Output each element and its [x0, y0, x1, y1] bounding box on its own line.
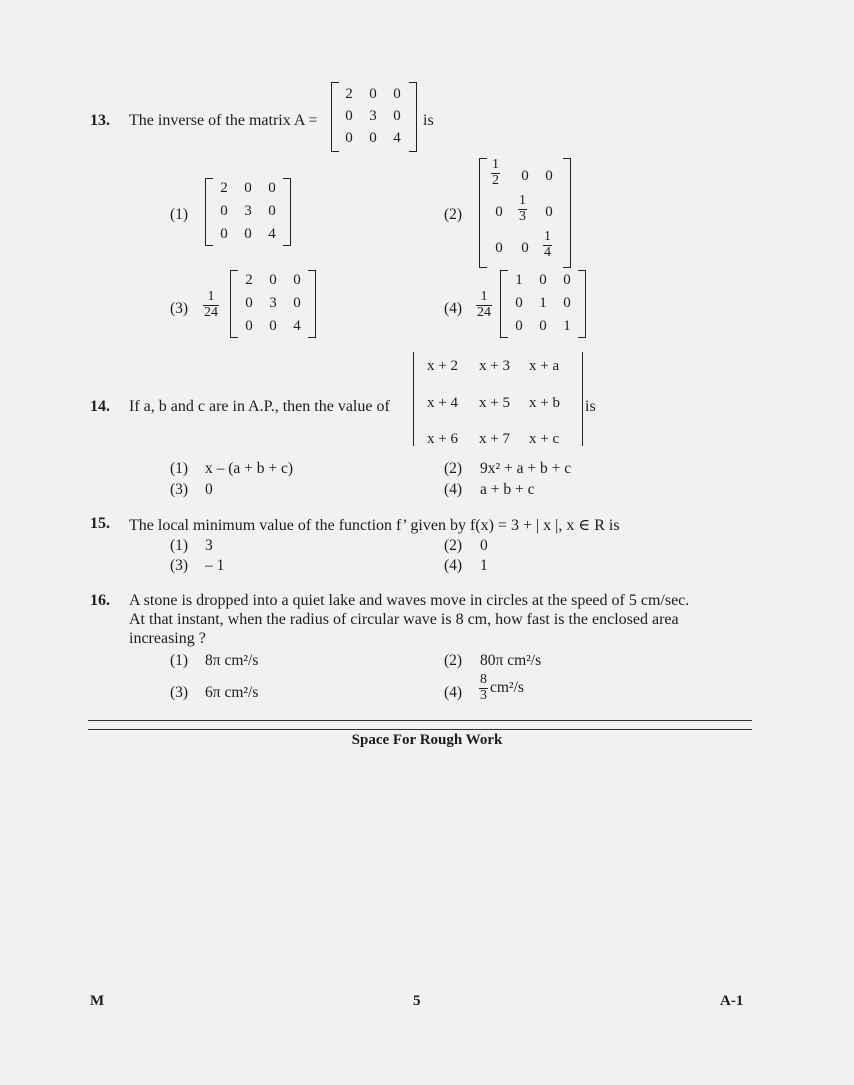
q16-number: 16.	[90, 592, 110, 609]
q13-option3-matrix: 2 0 0 0 3 0 0 0 4	[230, 270, 316, 338]
q14-text: If a, b and c are in A.P., then the value of	[129, 398, 390, 415]
q14-option3-value: 0	[205, 481, 213, 498]
q16-option2-value: 80π cm²/s	[480, 652, 542, 669]
q14-option3-label: (3)	[170, 481, 189, 498]
q15-option2-label: (2)	[444, 537, 463, 554]
q13-option3-coefficient: $\frac{1}{24}$	[204, 289, 218, 320]
q13-option3-label: (3)	[170, 300, 189, 317]
q14-option4-label: (4)	[444, 481, 463, 498]
q15-option4-label: (4)	[444, 557, 463, 574]
q16-option1-label: (1)	[170, 652, 189, 669]
q13-number: 13.	[90, 112, 110, 129]
q13-text: The inverse of the matrix A =	[129, 112, 318, 129]
footer-left: M	[90, 993, 105, 1009]
q13-option4-label: (4)	[444, 300, 463, 317]
q13-option2-label: (2)	[444, 206, 463, 223]
q14-option1-value: x – (a + b + c)	[205, 460, 294, 477]
separator-line	[88, 720, 752, 721]
q13-option4-matrix: 1 0 0 0 1 0 0 0 1	[500, 270, 586, 338]
q16-option3-value: 6π cm²/s	[205, 684, 259, 701]
q14-option2-value: 9x² + a + b + c	[480, 460, 572, 477]
rough-work-heading: Space For Rough Work	[351, 732, 503, 748]
q14-number: 14.	[90, 398, 110, 415]
q14-option2-label: (2)	[444, 460, 463, 477]
q16-option4-label: (4)	[444, 684, 463, 701]
q14-determinant: x + 2 x + 3 x + a x + 4 x + 5 x + b x + 6 x + 7 x + c	[413, 352, 583, 448]
q13-option1-label: (1)	[170, 206, 189, 223]
q14-is: is	[585, 398, 596, 415]
q14-option1-label: (1)	[170, 460, 189, 477]
q15-option1-value: 3	[205, 537, 213, 554]
q13-option2-matrix: $\frac{1}{2}$ 0 0 0 $\frac{1}{3}$ 0 0 0 $\frac{1}{4}$	[479, 158, 571, 268]
q13-is: is	[423, 112, 434, 129]
q15-option4-value: 1	[480, 557, 488, 574]
q13-matrix-a: 2 0 0 0 3 0 0 0 4	[331, 82, 417, 152]
q16-line3: increasing ?	[129, 630, 206, 647]
q15-option1-label: (1)	[170, 537, 189, 554]
q13-option4-coefficient: $\frac{1}{24}$	[477, 289, 491, 320]
q16-line2: At that instant, when the radius of circular wave is 8 cm, how fast is the enclosed area	[129, 611, 679, 628]
q14-option4-value: a + b + c	[480, 481, 535, 498]
q16-option2-label: (2)	[444, 652, 463, 669]
q15-option2-value: 0	[480, 537, 488, 554]
q13-option1-matrix: 2 0 0 0 3 0 0 0 4	[205, 178, 291, 246]
q16-option4-value: $\frac{8}{3}$ cm²/s	[480, 672, 524, 703]
footer-code: A-1	[720, 993, 744, 1009]
q15-option3-value: – 1	[205, 557, 225, 574]
q16-line1: A stone is dropped into a quiet lake and waves move in circles at the speed of 5 cm/sec.	[129, 592, 690, 609]
q15-number: 15.	[90, 515, 110, 532]
q15-text: The local minimum value of the function f’ given by f(x) = 3 + | x |, x ∈ R is	[129, 517, 620, 534]
q15-option3-label: (3)	[170, 557, 189, 574]
q16-option1-value: 8π cm²/s	[205, 652, 259, 669]
separator-line	[88, 729, 752, 730]
page-number: 5	[413, 993, 421, 1009]
q16-option3-label: (3)	[170, 684, 189, 701]
